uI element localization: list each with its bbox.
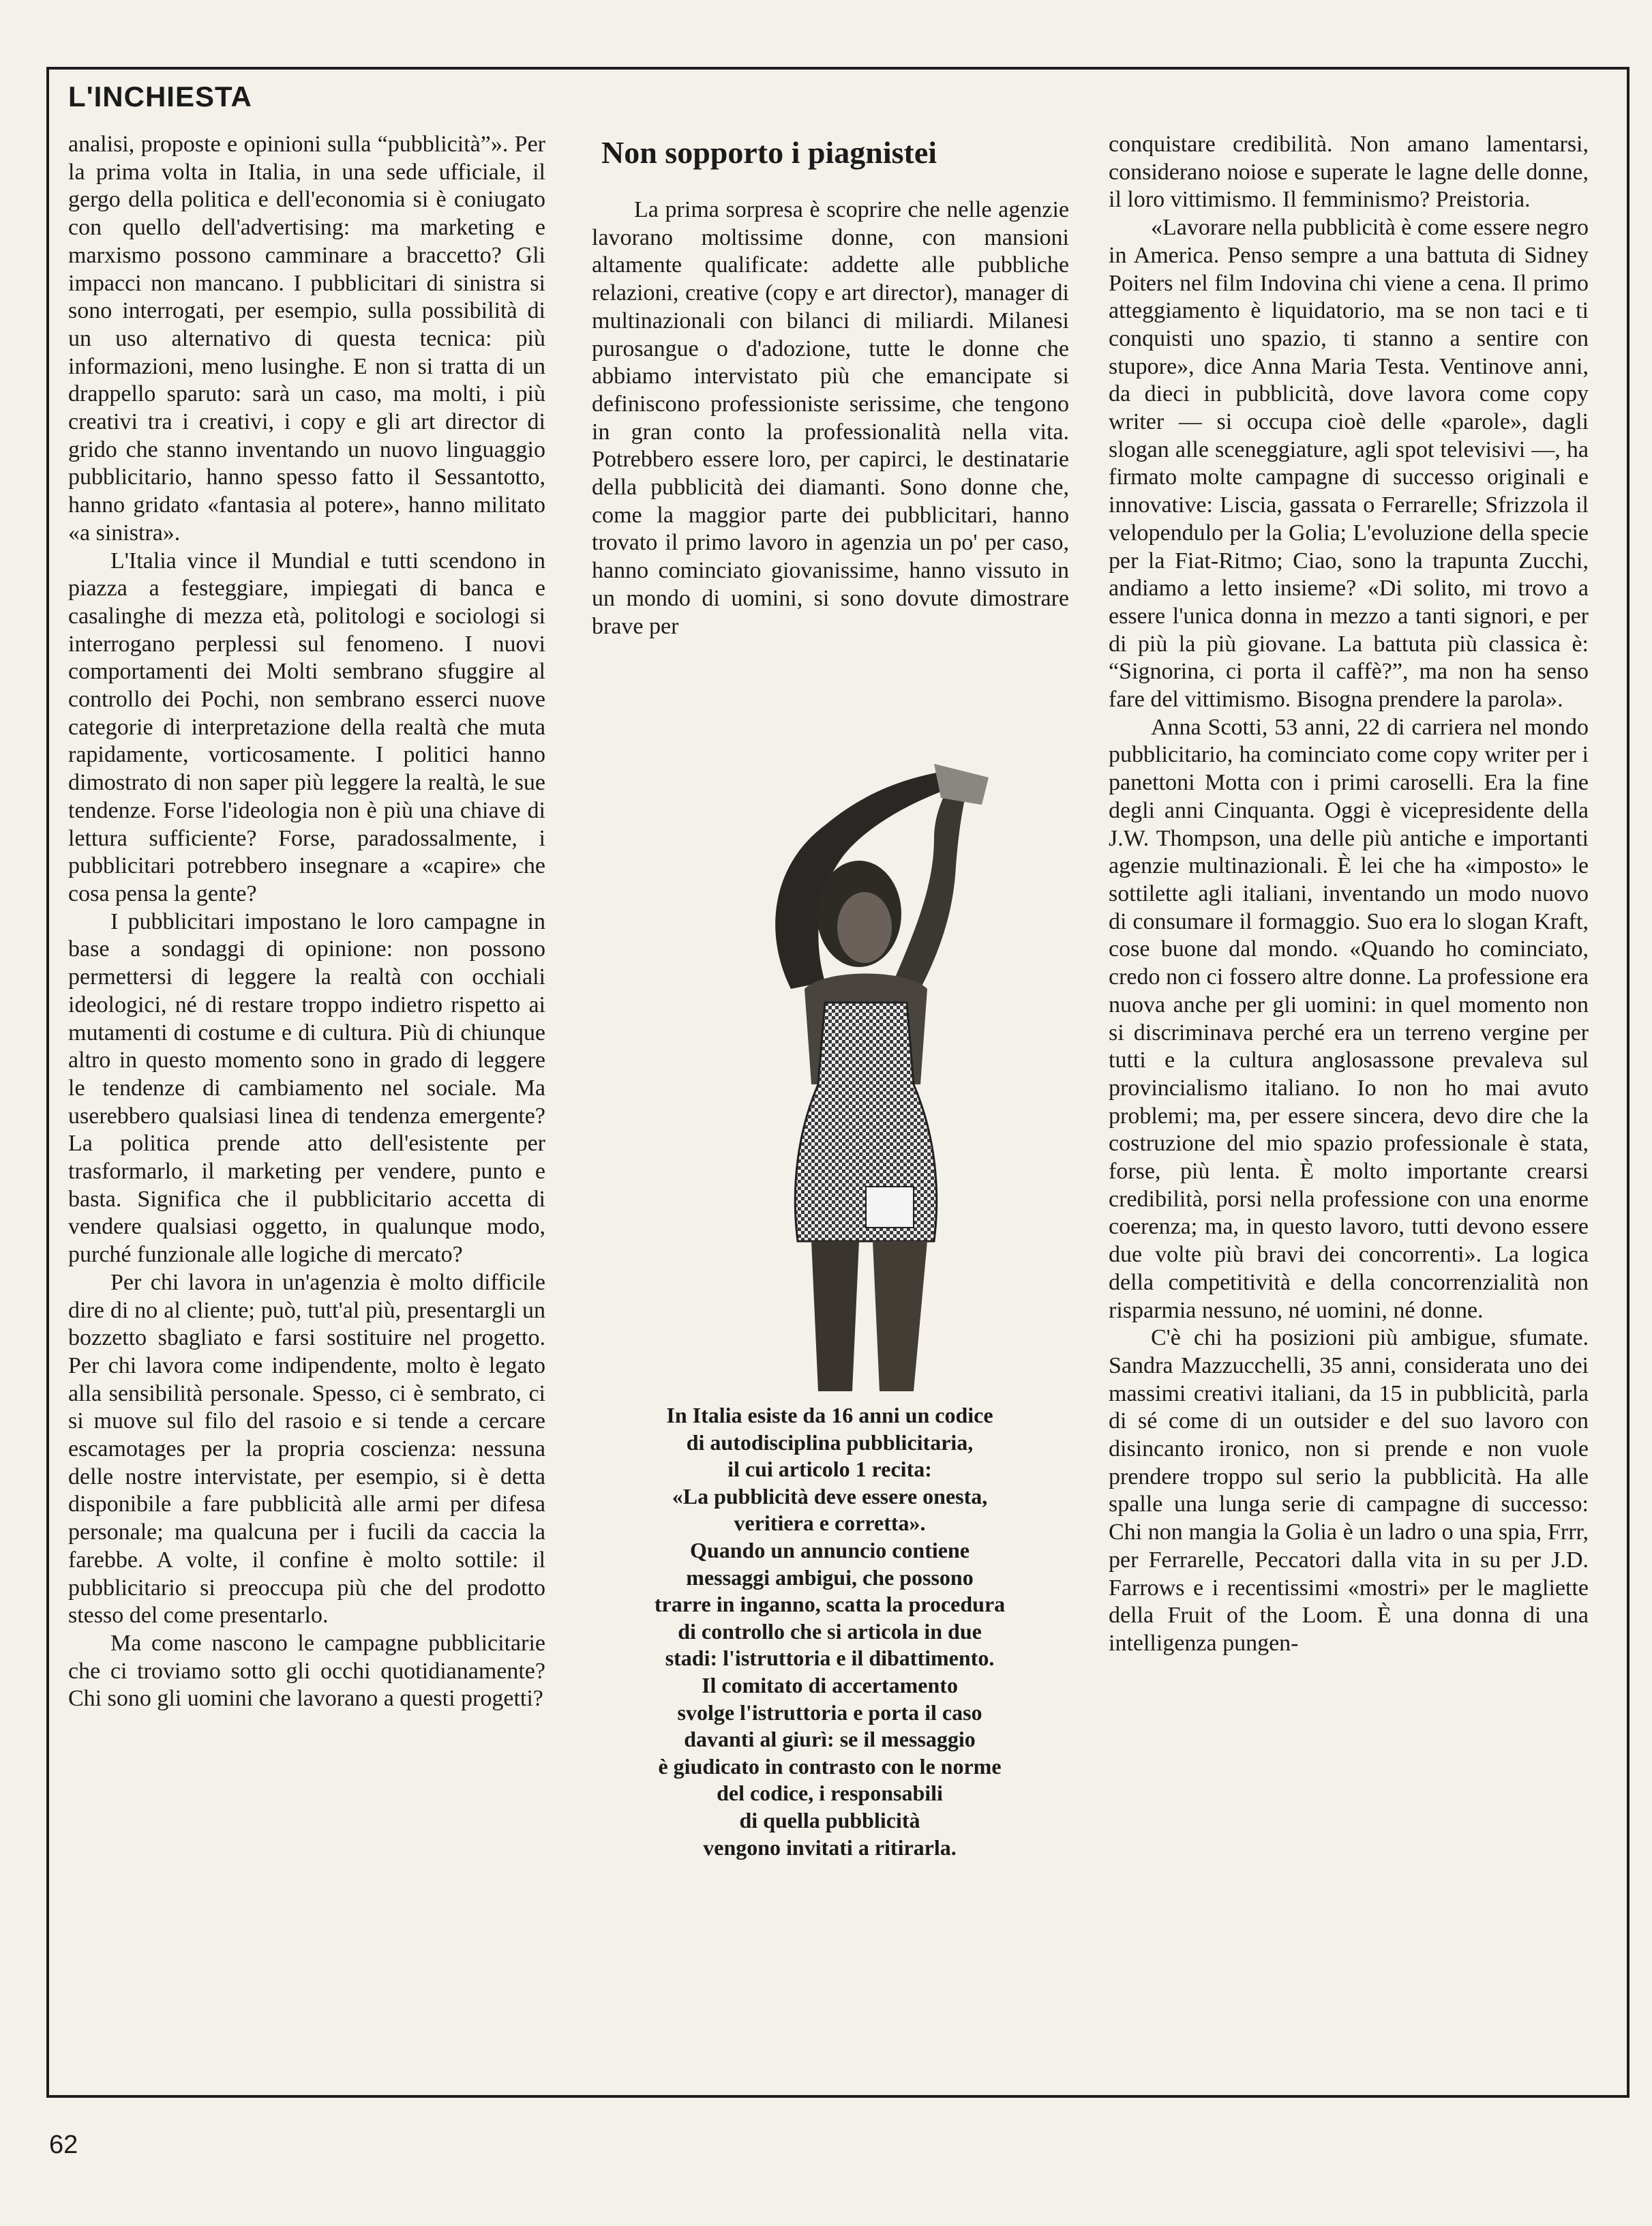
caption-line: messaggi ambigui, che possono bbox=[686, 1564, 974, 1590]
caption-line: è giudicato in contrasto con le norme bbox=[658, 1753, 1002, 1779]
caption-line: di quella pubblicità bbox=[739, 1807, 920, 1832]
caption-line: di autodisciplina pubblicitaria, bbox=[686, 1429, 974, 1455]
caption-line: Il comitato di accertamento bbox=[702, 1672, 958, 1697]
caption-line: «La pubblicità deve essere onesta, bbox=[672, 1483, 988, 1509]
paragraph: analisi, proposte e opinioni sulla “pubblicità”». Per la prima volta in Italia, in una sede ufficiale, il gergo della politica e dell'economia si è coniugato con quello dell'advertising: ma marketing e marxismo possono camminare a braccetto? Gli impacci non mancano. I pubblicitari di sinistra si sono interrogati, per esempio, sulla possibilità di un uso alternativo di questa tecnica: più informazioni, meno lusinghe. E non si tratta di un drappello sparuto: sarà un caso, ma molti, i più creativi tra i creativi, i copy e gli art director di grido che stanno inventando un nuovo linguaggio pubblicitario, hanno spesso fatto il Sessantotto, hanno gridato «fantasia al potere», hanno militato «a sinistra». bbox=[68, 132, 545, 546]
paragraph: La prima sorpresa è scoprire che nelle agenzie lavorano moltissime donne, con mansioni altamente qualificate: addette alle pubbliche relazioni, creative (copy e art director), manager di multinazionali con bilanci di miliardi. Milanesi purosangue o d'adozione, tutte le donne che abbiamo intervistato più che emancipate si definiscono professioniste serissime, che tengono in gran conto la professionalità nella vita. Potrebbero essere loro, per capirci, le destinatarie della pubblicità dei diamanti. Sono donne che, come la maggior parte dei pubblicitari, hanno trovato il primo lavoro in agenzia un po' per caso, hanno cominciato giovanissime, hanno vissuto in un mondo di uomini, si sono dovute dimostrare brave per bbox=[592, 197, 1069, 639]
paragraph: Anna Scotti, 53 anni, 22 di carriera nel mondo pubblicitario, ha cominciato come copy writer per i panettoni Motta con i primi caroselli. Era la fine degli anni Cinquanta. Oggi è vicepresidente della J.W. Thompson, una delle più antiche e importanti agenzie multinazionali. È lei che ha «imposto» le sottilette agli italiani, inventando un modo nuovo di consumare il formaggio. Suo era lo slogan Kraft, cose buone dal mondo. «Quando ho cominciato, credo non ci fossero altre donne. La professione era nuova anche per gli uomini: in quel momento non si discriminava perché era un terreno vergine per tutti e la cultura anglosassone prevaleva sul provincialismo italiano. Io non ho mai avuto problemi; ma, per essere sincera, devo dire che la costruzione del mio spazio professionale è stata, forse, più lenta. È molto importante crearsi credibilità, porsi nella professione con una enorme coerenza; ma, in questo lavoro, tutti devono essere due volte più bravi dei concorrenti». La logica della competitività e della concorrenzialità non risparmia nessuno, né uomini, né donne. bbox=[1109, 714, 1589, 1323]
paragraph: L'Italia vince il Mundial e tutti scendono in piazza a festeggiare, impiegati di banca e casalinghe di mezza età, politologi e sociologi si interrogano perplessi sul fenomeno. I nuovi comportamenti dei Molti sembrano sfuggire al controllo dei Pochi, non sembrano esserci nuove categorie di interpretazione della realtà che muta rapidamente, vorticosamente. I politici hanno dimostrato di non saper più leggere la realtà, le sue tendenze. Forse l'ideologia non è più una chiave di lettura sufficiente? Forse, paradossalmente, i pubblicitari potrebbero insegnare a «capire» che cosa pensa la gente? bbox=[68, 548, 545, 906]
caption-line: stadi: l'istruttoria e il dibattimento. bbox=[665, 1646, 995, 1671]
article-column-2 bbox=[592, 135, 1069, 640]
photo-caption bbox=[586, 1402, 1073, 1861]
paragraph: Ma come nascono le campagne pubblicitarie che ci troviamo sotto gli occhi quotidianamente? Chi sono gli uomini che lavorano a questi progetti? bbox=[68, 1630, 545, 1712]
caption-line: svolge l'istruttoria e porta il caso bbox=[677, 1700, 982, 1725]
section-label: L'INCHIESTA bbox=[68, 80, 252, 113]
paragraph: conquistare credibilità. Non amano lamentarsi, considerano noiose e superate le lagne delle donne, il loro vittimismo. Il femminismo? Preistoria. bbox=[1109, 132, 1589, 213]
paragraph: Per chi lavora in un'agenzia è molto difficile dire di no al cliente; può, tutt'al più, presentargli un bozzetto sbagliato e farsi sostituire nel progetto. Per chi lavora come indipendente, molto è legato alla sensibilità personale. Spesso, ci è sembrato, ci si muove sul filo del rasoio e si tende a cercare escamotages per la propria coscienza: nessuna delle nostre intervistate, per esempio, si è detta disponibile a fare pubblicità alle armi per difesa personale; ma qualcuna per i fucili da caccia la farebbe. A volte, il confine è molto sottile: il pubblicitario si preoccupa più che del prodotto stesso del come presentarlo. bbox=[68, 1269, 545, 1629]
caption-line: Quando un annuncio contiene bbox=[690, 1537, 970, 1562]
page-number: 62 bbox=[49, 2131, 78, 2159]
caption-line: vengono invitati a ritirarla. bbox=[703, 1835, 957, 1860]
paragraph: I pubblicitari impostano le loro campagne in base a sondaggi di opinione: non possono permettersi di leggere la realtà con occhiali ideologici, né di restare troppo indietro rispetto ai mutamenti di costume e di cultura. Più di chiunque altro in questo momento sono in grado di leggere le tendenze di cambiamento nel sociale. Ma userebbero qualsiasi linea di tendenza emergente? La politica prende atto dell'esistente per trasformarlo, il marketing per vendere, punto e basta. Significa che il pubblicitario accetta di vendere qualsiasi oggetto, in qualunque modo, purché funzionale alle logiche di mercato? bbox=[68, 908, 545, 1268]
photo-man-in-apron bbox=[689, 764, 1043, 1391]
article-column-3 bbox=[1109, 131, 1589, 1658]
caption-line: In Italia esiste da 16 anni un codice bbox=[666, 1403, 993, 1427]
caption-line: veritiera e corretta». bbox=[734, 1511, 926, 1536]
caption-line: trarre in inganno, scatta la procedura bbox=[654, 1592, 1006, 1617]
article-column-1 bbox=[68, 131, 545, 1713]
paragraph: «Lavorare nella pubblicità è come essere negro in America. Penso sempre a una battuta di Sidney Poiters nel film Indovina chi viene a cena. Il primo atteggiamento è liquidatorio, ma se non taci e ti conquisti uno spazio, ti stanno a sentire con stupore», dice Anna Maria Testa. Ventinove anni, da dieci in pubblicità, dove lavora come copy writer — si occupa cioè delle «parole», dagli slogan alle sceneggiature, agli spot televisivi —, ha firmato molte campagne di successo originali e innovative: Liscia, gassata o Ferrarelle; Sfrizzola il velopendulo per la Golia; L'evoluzione della specie per la Fiat-Ritmo; Ciao, sono la trapunta Zucchi, andiamo a letto insieme? «Di solito, mi trovo a essere l'unica donna in mezzo a tanti signori, e per di più la più giovane. La battuta più classica è: “Signorina, ci porta il caffè?”, ma non ha senso fare del vittimismo. Bisogna prendere la parola». bbox=[1109, 215, 1589, 713]
caption-line: il cui articolo 1 recita: bbox=[727, 1457, 932, 1482]
caption-line: del codice, i responsabili bbox=[717, 1781, 943, 1806]
caption-line: davanti al giurì: se il messaggio bbox=[684, 1727, 976, 1752]
caption-line: di controllo che si articola in due bbox=[678, 1618, 982, 1644]
paragraph: C'è chi ha posizioni più ambigue, sfumate. Sandra Mazzucchelli, 35 anni, considerata uno dei massimi creativi italiani, da 15 in pubblicità, parla di sé come di un outsider e del suo lavoro con disincanto ironico, non si prende e non vuole prendere troppo sul serio la pubblicità. Ha alle spalle una lunga serie di campagne di successo: Chi non mangia la Golia è un ladro o una spia, Frrr, per Ferrarelle, Peccatori dalla vita in su per J.D. Farrows e i recentissimi «mostri» per le magliette della Fruit of the Loom. È una donna di una intelligenza pungen- bbox=[1109, 1325, 1589, 1656]
subheading: Non sopporto i piagnistei bbox=[601, 135, 937, 170]
